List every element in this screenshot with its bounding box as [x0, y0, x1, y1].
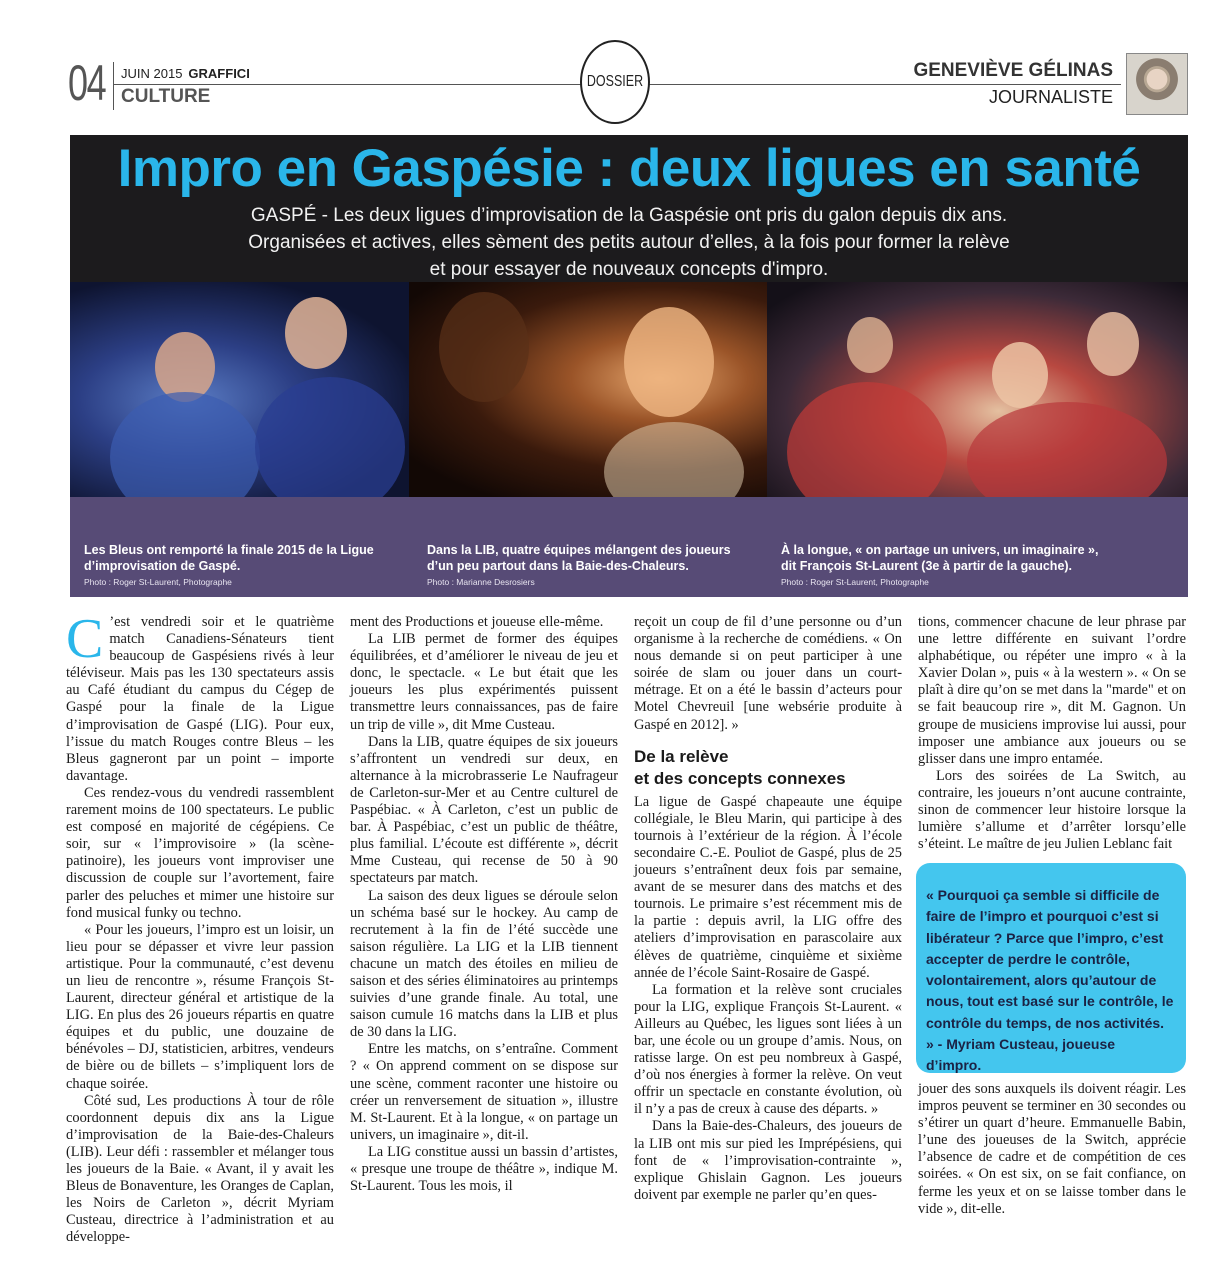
header-divider — [113, 62, 114, 110]
subheading — [634, 746, 902, 790]
paragraph: jouer des sons auxquels ils doivent réagir. Les impros peuvent se terminer en 30 secondes ou s’étirer un quart d’heure. Emmanuelle Babin, l’une des joueuses de la Switch, apprécie l’absence de cadre et de compétition de ces soirées. « On est six, on se fait confiance, on ferme les yeux et on se laisse tomber dans le vide », dit-elle. — [918, 1081, 1186, 1217]
paragraph: « Pour les joueurs, l’impro est un loisir, un lieu pour se dépasser et vivre leur passion artistique. Pour la communauté, c’est devenu un lieu de rencontre », résume François St-Laurent, directeur général et artistique de la LIG. En plus des 26 joueurs répartis en quatre équipes et du public, une douzaine de bénévoles – DJ, statisticien, arbitres, vendeurs de bière ou de billets – s’impliquent lors de chaque soirée. — [66, 921, 334, 1092]
author-photo — [1126, 53, 1188, 115]
photo-credit: Photo : Marianne Desrosiers — [427, 577, 535, 587]
subheading-line: et des concepts connexes — [634, 768, 846, 788]
paragraph: Lors des soirées de La Switch, au contraire, les joueurs n’ont aucune contrainte, sinon de commencer leur histoire lorsque la lumière s’allume et d’arrêter lorsqu’elle s’éteint. Le maître de jeu Julien Leblanc fait — [918, 767, 1186, 853]
author-role: JOURNALISTE — [988, 87, 1113, 107]
article-lede — [70, 202, 1188, 283]
article-column-1 — [66, 608, 334, 1246]
photo-bleus-final — [70, 282, 409, 497]
dossier-badge — [580, 40, 650, 124]
drop-cap: C — [66, 608, 104, 670]
page-number: 04 — [68, 55, 106, 111]
paragraph: Ces rendez-vous du vendredi rassemblent rarement moins de 100 spectateurs. Le public est composé en majorité de cégépiens. Ce soir, sur « l’improvisoire » (la scène-patinoire), les joueurs vont improviser une discussion de couple sur l’avortement, faire parler des peluches et mimer une histoire sur fond musical funky ou techno. — [66, 784, 334, 921]
article-title: Impro en Gaspésie : deux ligues en santé — [117, 139, 1141, 198]
lede-line: Organisées et actives, elles sèment des petits autour d’elles, à la fois pour former la relève — [248, 232, 1010, 253]
section-name: CULTURE — [121, 86, 211, 107]
caption-band — [70, 497, 1188, 597]
paragraph: ment des Productions et joueuse elle-même. — [350, 614, 604, 630]
paragraph — [66, 608, 334, 785]
dossier-label: DOSSIER — [586, 73, 644, 90]
paragraph: reçoit un coup de fil d’une personne ou d’un organisme à la recherche de comédiens. « On nous demande si on peut participer à une soirée de slam ou jouer dans un court-métrage. Et on a été le bassin d’acteurs pour Motel Chevreuil [une websérie produite à Gaspé en 2012]. » — [634, 614, 902, 733]
author-name: GENEVIÈVE GÉLINAS — [913, 60, 1113, 81]
paragraph: Entre les matchs, on s’entraîne. Comment ? « On apprend comment on se dispose sur une scène, comment raconter une histoire ou créer un renversement de situation », illustre M. St-Laurent. Et à la longue, « on partage un univers, un imaginaire », dit-il. — [350, 1041, 618, 1143]
paragraph: La ligue de Gaspé chapeaute une équipe collégiale, le Bleu Marin, qui participe à des tournois à l’extérieur de la région. À l’école secondaire C.-E. Pouliot de Gaspé, plus de 25 joueurs s’entraînent deux fois par semaine, avant de se mesurer dans des matchs et des tournois. Le primaire s’est récemment mis de la partie : depuis avril, la LIG offre des ateliers d’improvisation en parascolaire aux élèves de quatrième, cinquième et sixième année de l’école Saint-Rosaire de Gaspé. — [634, 793, 902, 981]
article-column-2 — [350, 614, 618, 1195]
issue-date-line — [121, 66, 250, 81]
photo-lib-player — [409, 282, 767, 497]
hero-banner — [70, 135, 1188, 597]
paragraph: Dans la Baie-des-Chaleurs, des joueurs de la LIB ont mis sur pied les Imprépésiens, qui font de « l’improvisation-contrainte », explique Ghislain Gagnon. Les joueurs doivent par exemple ne parler qu’en ques- — [634, 1118, 902, 1203]
subheading-line: De la relève — [634, 746, 729, 766]
paragraph: La saison des deux ligues se déroule selon un schéma basé sur le hockey. Au camp de recrutement à la fin de l’été succède une saison régulière. La LIG et la LIB tiennent chacune un match des étoiles en milieu de saison et des séries éliminatoires au printemps suivies d’une grande finale. Au total, une saison cumule 16 matchs dans la LIB et plus de 30 dans la LIG. — [350, 887, 618, 1041]
caption-text: Les Bleus ont remporté la finale 2015 de la Ligue d’improvisation de Gaspé. — [84, 543, 374, 573]
article-column-3 — [634, 614, 902, 1204]
paragraph: La formation et la relève sont cruciales pour la LIG, explique François St-Laurent. « Ailleurs au Québec, les ligues sont liées à un bar, une école ou un groupe d’amis. Nous, on ratisse large. On est peu nombreux à Gaspé, d’où nos énergies à former la relève. On veut offrir un spectacle en constante évolution, où il n’y a pas de creux à cause des départs. » — [634, 981, 902, 1118]
photo-caption — [781, 542, 1111, 587]
page-header — [0, 0, 1228, 128]
issue-date: JUIN 2015 — [121, 66, 183, 81]
photo-strip — [70, 282, 1188, 497]
article-column-4 — [918, 614, 1186, 853]
lede-line: GASPÉ - Les deux ligues d’improvisation de la Gaspésie ont pris du galon depuis dix ans. — [250, 205, 1008, 226]
caption-text: Dans la LIB, quatre équipes mélangent des joueurs d’un peu partout dans la Baie-des-Chaleurs. — [427, 543, 731, 573]
paragraph: La LIG constitue aussi un bassin d’artistes, « presque une troupe de théâtre », indique M. St-Laurent. Tous les mois, il — [350, 1143, 618, 1195]
photo-caption — [427, 542, 757, 587]
publication-name: GRAFFICI — [188, 66, 250, 81]
paragraph: tions, commencer chacune de leur phrase par une lettre différente en suivant l’ordre alphabétique, ou répéter une impro « à la Xavier Dolan », puis « à la western ». « On se plaît à dire qu’on se met dans la "marde" et on se fait beaucoup rire », dit M. Gagnon. Un groupe de musiciens improvise lui aussi, pour imposer une ambiance aux joueurs ou se glisser dans une impro entamée. — [918, 614, 1186, 767]
paragraph: La LIB permet de former des équipes équilibrées, et d’améliorer le niveau de jeu et donc, le spectacle. « Le but était que les joueurs les plus expérimentés puissent transmettre leurs connaissances, pas de faire un trip de ville », dit Mme Custeau. — [350, 631, 618, 733]
paragraph: Côté sud, Les productions À tour de rôle coordonnent depuis dix ans la Ligue d’improvisation de la Baie-des-Chaleurs (LIB). Leur défi : rassembler et mélanger tous les joueurs de la Baie. « Avant, il y avait les Bleus de Bonaventure, les Oranges de Caplan, les Noirs de Carleton », décrit Myriam Custeau, directrice à l’administration et au développe- — [66, 1092, 334, 1246]
photo-team-laughing — [767, 282, 1188, 497]
lede-line: et pour essayer de nouveaux concepts d'impro. — [429, 259, 829, 280]
paragraph-text: ’est vendredi soir et le quatrième match Canadiens-Sénateurs tient beaucoup de Gaspésiens rivés à leur téléviseur. Mais pas les 130 spectateurs assis au Café étudiant du campus du Cégep de Gaspé pour la finale de la Ligue d’improvisation de Gaspé (LIG). Pour eux, l’issue du match Rouges contre Bleus – les Bleus gagneront par un point – importe davantage. — [66, 614, 334, 784]
caption-text: À la longue, « on partage un univers, un imaginaire », dit François St-Laurent (3e à partir de la gauche). — [781, 543, 1099, 573]
photo-credit: Photo : Roger St-Laurent, Photographe — [781, 577, 929, 587]
article-column-4-continued — [918, 1081, 1186, 1218]
paragraph: Dans la LIB, quatre équipes de six joueurs s’affrontent un vendredi sur deux, en alternance à la microbrasserie Le Naufrageur de Carleton-sur-Mer et au Centre culturel de Paspébiac. « À Carleton, c’est un public de bar. À Paspébiac, c’est un public de théâtre, plus familial. L’écoute est différente », décrit Mme Custeau, qui recense de 50 à 90 spectateurs par match. — [350, 733, 618, 887]
pull-quote: « Pourquoi ça semble si difficile de faire de l’impro et pourquoi c’est si libérateur ? Parce que l’impro, c’est accepter de perdre le contrôle, volontairement, alors qu’autour de nous, tout est basé sur le contrôle, le contrôle du temps, de nos activités. » - Myriam Custeau, joueuse d’impro. — [916, 863, 1186, 1073]
photo-credit: Photo : Roger St-Laurent, Photographe — [84, 577, 232, 587]
photo-caption — [84, 542, 414, 587]
